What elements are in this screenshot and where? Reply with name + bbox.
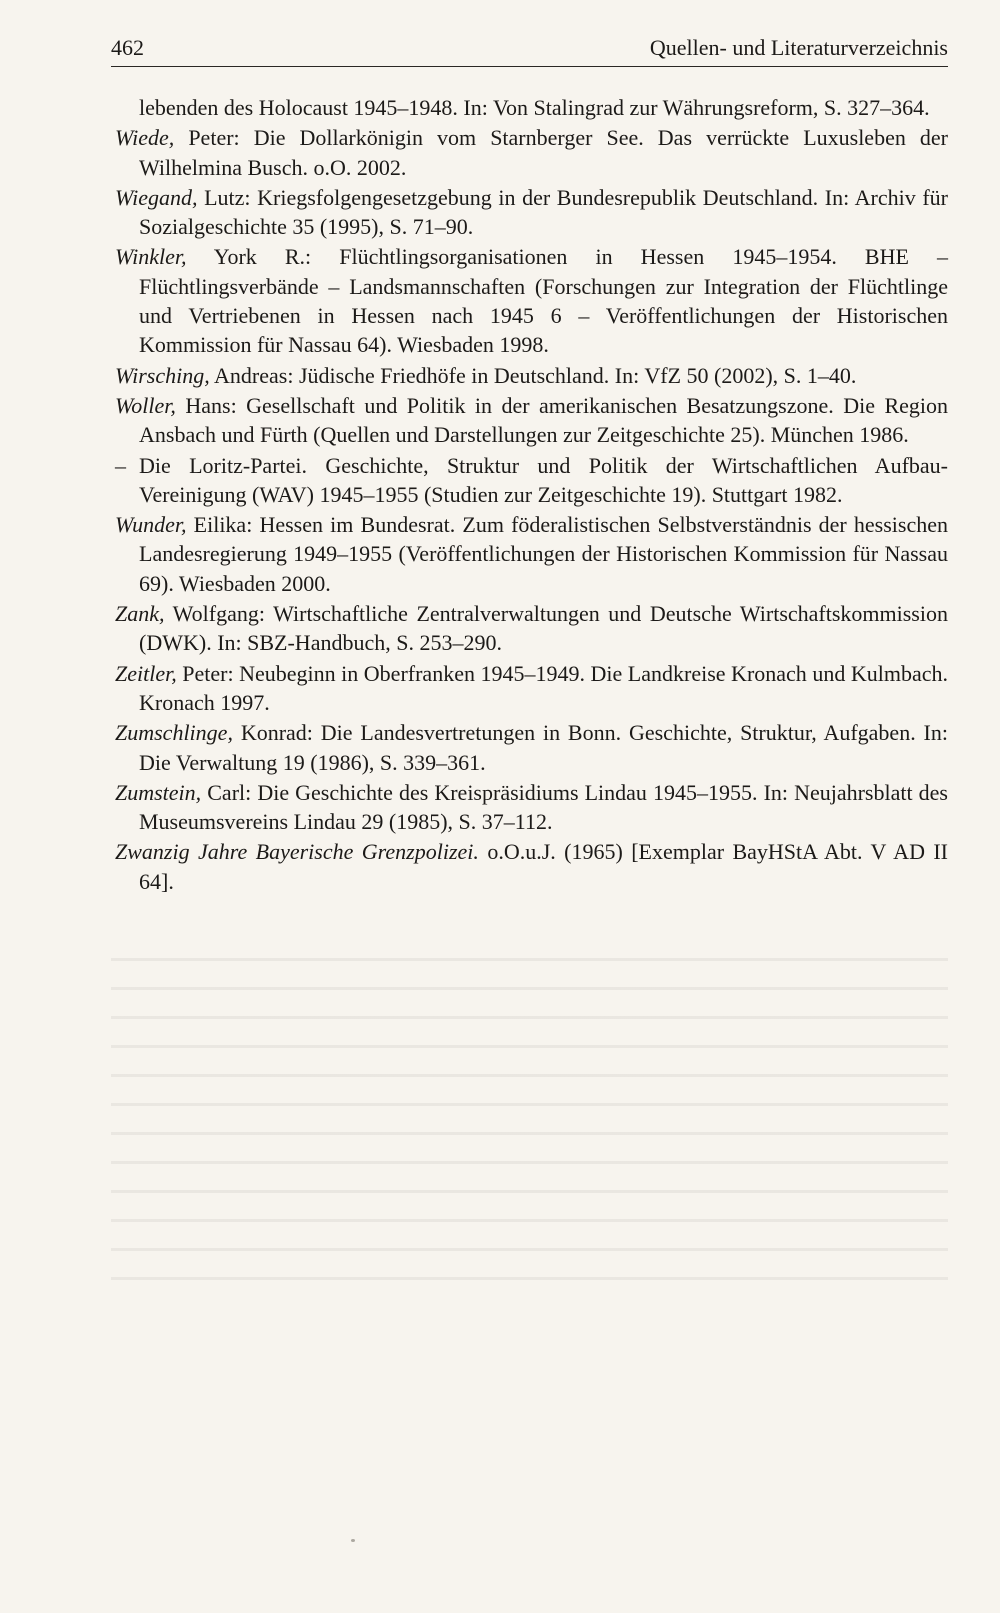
entry-author: Zumstein, [115, 779, 202, 805]
bibliography-entry [115, 837, 948, 896]
entry-author: Wiegand, [115, 184, 198, 210]
entry-text: Peter: Neubeginn in Oberfranken 1945–1949. Die Landkreise Kronach und Kulmbach. Kronach 1997. [139, 660, 948, 715]
entry-text: Wolfgang: Wirtschaftliche Zentralverwaltungen und Deutsche Wirtschaftskommission (DWK). In: SBZ-Handbuch, S. 253–290. [139, 601, 948, 656]
entry-author: Zeitler, [115, 660, 177, 686]
bibliography-list [115, 93, 948, 897]
ditto-dash: – [115, 452, 126, 478]
header-rule [111, 66, 948, 67]
bibliography-entry [115, 599, 948, 658]
entry-text: lebenden des Holocaust 1945–1948. In: Von Stalingrad zur Währungsreform, S. 327–364. [139, 95, 930, 120]
running-head [111, 33, 948, 63]
reverse-page-show-through [111, 940, 948, 1300]
entry-text: Eilika: Hessen im Bundesrat. Zum föderalistischen Selbstverständnis der hessischen Landesregierung 1949–1955 (Veröffentlichungen der Historischen Kommission für Nassau 69). Wiesbaden 2000. [139, 512, 948, 596]
entry-text: Hans: Gesellschaft und Politik in der amerikanischen Besatzungszone. Die Region Ansbach und Fürth (Quellen und Darstellungen zur Zeitgeschichte 25). München 1986. [139, 392, 948, 448]
entry-author: Zumschlinge, [115, 720, 233, 746]
bibliography-entry [115, 183, 948, 242]
bibliography-entry [115, 391, 948, 450]
entry-author: Winkler, [115, 244, 187, 270]
entry-text: Carl: Die Geschichte des Kreispräsidiums Lindau 1945–1955. In: Neujahrsblatt des Museumsvereins Lindau 29 (1985), S. 37–112. [139, 779, 948, 835]
entry-author: Wiede, [115, 125, 175, 151]
bibliography-entry [115, 659, 948, 718]
entry-text: o.O.u.J. (1965) [Exemplar BayHStA Abt. V AD II 64]. [139, 839, 949, 894]
entry-text: York R.: Flüchtlingsorganisationen in Hessen 1945–1954. BHE – Flüchtlingsverbände – Landsmannschaften (Forschungen zur Integration der Flüchtlinge und Vertriebenen in Hessen nach 1945 6 – Veröffentlichungen der Historischen Kommission für Nassau 64). Wiesbaden 1998. [139, 244, 948, 358]
bibliography-entry [115, 510, 948, 598]
entry-author: Wunder, [115, 512, 187, 538]
entry-text: Konrad: Die Landesvertretungen in Bonn. Geschichte, Struktur, Aufgaben. In: Die Verwaltung 19 (1986), S. 339–361. [139, 720, 948, 775]
entry-title-italic: Zwanzig Jahre Bayerische Grenzpolizei. [115, 839, 479, 865]
entry-text: Peter: Die Dollarkönigin vom Starnberger See. Das verrückte Luxusleben der Wilhelmina Busch. o.O. 2002. [139, 125, 948, 180]
bibliography-entry [115, 778, 948, 837]
bibliography-entry [115, 242, 948, 359]
bibliography-entry [115, 123, 948, 182]
entry-text: Lutz: Kriegsfolgengesetzgebung in der Bundesrepublik Deutschland. In: Archiv für Sozialgeschichte 35 (1995), S. 71–90. [139, 184, 948, 240]
entry-text: Andreas: Jüdische Friedhöfe in Deutschland. In: VfZ 50 (2002), S. 1–40. [209, 362, 857, 388]
paper-speck [351, 1539, 355, 1542]
entry-author: Woller, [115, 392, 176, 418]
page-number: 462 [111, 35, 144, 60]
bibliography-entry [115, 718, 948, 777]
bibliography-entry [115, 361, 948, 390]
bibliography-entry-same-author [115, 451, 948, 510]
entry-text: Die Loritz-Partei. Geschichte, Struktur und Politik der Wirtschaftlichen Aufbau-Vereinigung (WAV) 1945–1955 (Studien zur Zeitgeschichte 19). Stuttgart 1982. [139, 452, 948, 507]
entry-author: Wirsching, [115, 362, 210, 388]
running-title: Quellen- und Literaturverzeichnis [649, 35, 948, 60]
entry-author: Zank, [115, 601, 165, 627]
bibliography-entry-continued [115, 93, 948, 122]
